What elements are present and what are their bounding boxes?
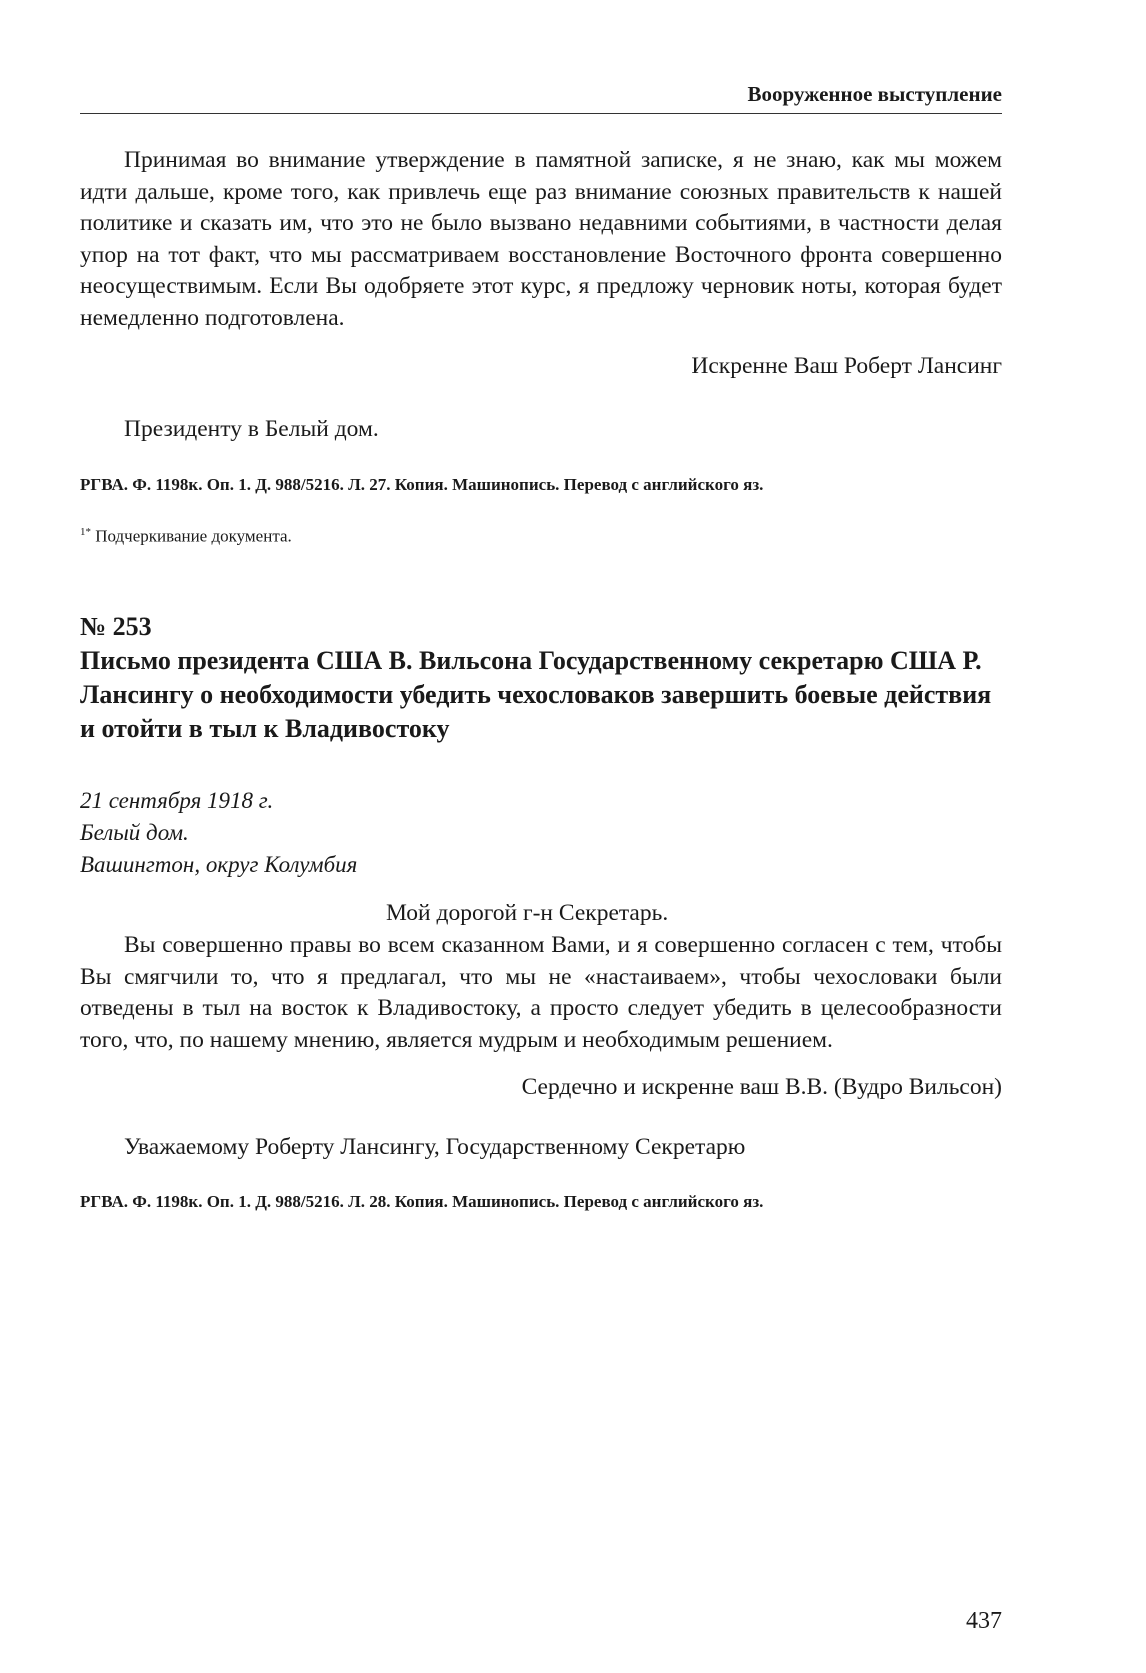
footnote [80,526,1002,547]
document-number: № 253 [80,612,152,641]
document-body: Вы совершенно правы во всем сказанном Вами, и я совершенно согласен с тем, чтобы Вы смягчили то, что я предлагал, что мы не «настаиваем», чтобы чехословаки были отведены в тыл на восток к Владивостоку, а просто следует убедить в целесообразности того, что, по нашему мнению, является мудрым и необходимым решением. [80,932,1002,1053]
running-header: Вооруженное выступление [747,82,1002,106]
letter1-source: РГВА. Ф. 1198к. Оп. 1. Д. 988/5216. Л. 27. Копия. Машинопись. Перевод с английского яз. [80,475,764,494]
document-salutation: Мой дорогой г-н Секретарь. [386,900,669,926]
letter1-addressee: Президенту в Белый дом. [124,416,379,442]
letter1-body: Принимая во внимание утверждение в памятной записке, я не знаю, как мы можем идти дальше, кроме того, как привлечь еще раз внимание союзных правительств к нашей политике и сказать им, что это не было вызвано недавними событиями, в частности делая упор на тот факт, что мы рассматриваем восстановление Восточного фронта совершенно неосуществимым. Если Вы одобряете этот курс, я предложу черновик ноты, которая будет немедленно подготовлена. [80,147,1002,331]
book-page [80,70,1002,1640]
document-place-1: Белый дом. [80,820,189,845]
document-title: Письмо президента США В. Вильсона Государственному секретарю США Р. Лансингу о необходимости убедить чехословаков завершить боевые действия и отойти в тыл к Владивостоку [80,646,992,743]
footnote-text: Подчеркивание документа. [95,526,292,546]
document-source: РГВА. Ф. 1198к. Оп. 1. Д. 988/5216. Л. 28. Копия. Машинопись. Перевод с английского яз. [80,1192,764,1211]
document-addressee: Уважаемому Роберту Лансингу, Государственному Секретарю [124,1134,746,1160]
letter1-closing: Искренне Ваш Роберт Лансинг [691,353,1002,379]
document-place-2: Вашингтон, округ Колумбия [80,852,358,877]
footnote-mark: 1* [80,526,91,538]
document-closing: Сердечно и искренне ваш В.В. (Вудро Вильсон) [521,1074,1002,1100]
header-rule [80,113,1002,114]
page-number: 437 [966,1608,1002,1634]
document-date: 21 сентября 1918 г. [80,788,274,813]
